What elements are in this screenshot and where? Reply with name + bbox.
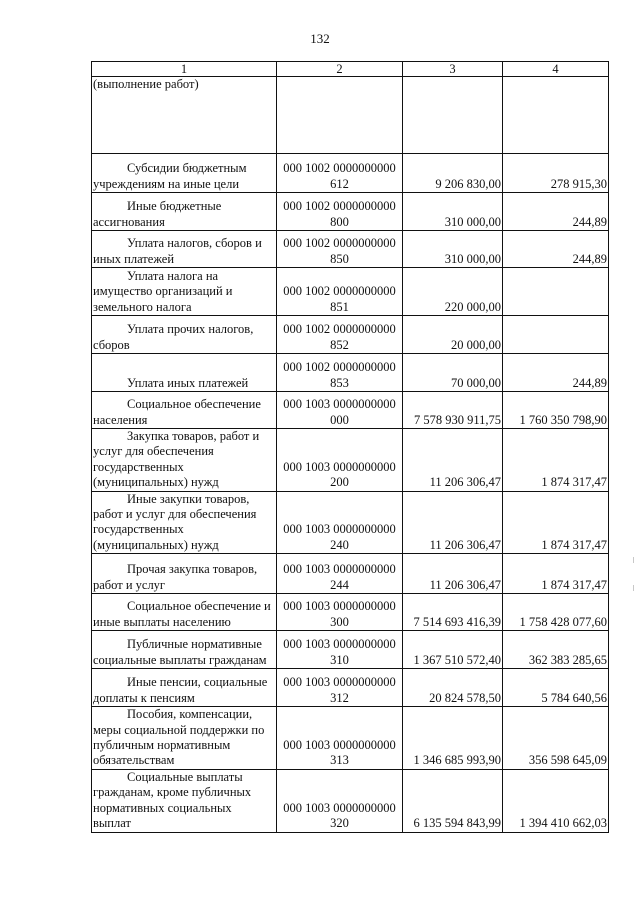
row-code-cell — [277, 669, 403, 707]
row-amount-col3: 20 824 578,50 — [403, 669, 503, 707]
header-row — [92, 62, 609, 77]
row-code-line: 000 1003 0000000000 — [283, 738, 396, 753]
row-amount-col4: 244,89 — [503, 193, 609, 231]
table-row — [92, 154, 609, 193]
row-amount-col3: 310 000,00 — [403, 193, 503, 231]
budget-table — [91, 61, 609, 833]
row-name-line: Публичные нормативные — [127, 637, 262, 652]
table-row — [92, 491, 609, 554]
row-name-cell — [92, 354, 277, 392]
row-amount-col4: 1 760 350 798,90 — [503, 392, 609, 429]
table-row — [92, 669, 609, 707]
row-code-line: 000 1003 0000000000 — [283, 800, 396, 815]
row-name-line: Социальное обеспечение — [127, 397, 261, 412]
row-code-line: 312 — [330, 690, 349, 705]
row-code-cell — [277, 594, 403, 631]
row-code-line: 320 — [330, 816, 349, 831]
table-row — [92, 707, 609, 770]
row-code-line: 000 1002 0000000000 — [283, 161, 396, 176]
row-name-line: Уплата налогов, сборов и — [127, 236, 262, 251]
row-name-line: Иные бюджетные — [127, 199, 222, 214]
table-row — [92, 594, 609, 631]
row-name-line: Иные пенсии, социальные — [127, 675, 268, 690]
page-number: 132 — [310, 31, 330, 46]
row-name-line: Иные закупки товаров, — [127, 491, 250, 506]
row-code-line: 000 1003 0000000000 — [283, 522, 396, 537]
row-amount-col3: 11 206 306,47 — [403, 429, 503, 492]
row-code-cell — [277, 77, 403, 154]
row-code-line: 612 — [330, 176, 349, 191]
row-code-line: 000 — [330, 412, 349, 427]
row-code-line: 853 — [330, 375, 349, 390]
row-amount-col3: 7 514 693 416,39 — [403, 594, 503, 631]
row-code-line: 000 1002 0000000000 — [283, 322, 396, 337]
row-amount-col4: 1 874 317,47 — [503, 429, 609, 492]
column-header-3: 3 — [403, 62, 503, 77]
row-code-cell — [277, 354, 403, 392]
row-name-cell — [92, 631, 277, 669]
row-amount-col4: 1 874 317,47 — [503, 491, 609, 554]
row-name-line: доплаты к пенсиям — [93, 690, 195, 705]
row-amount-col4: 1 758 428 077,60 — [503, 594, 609, 631]
row-name-cell — [92, 491, 277, 554]
row-name-cell — [92, 392, 277, 429]
row-amount-col4: 362 383 285,65 — [503, 631, 609, 669]
row-code-line: 850 — [330, 251, 349, 266]
row-amount-col3: 1 367 510 572,40 — [403, 631, 503, 669]
column-header-2: 2 — [277, 62, 403, 77]
row-name-line: (выполнение работ) — [93, 77, 199, 91]
row-name-line: обязательствам — [93, 753, 175, 768]
row-name-line: Закупка товаров, работ и — [127, 429, 260, 443]
scan-mark — [633, 585, 634, 591]
row-amount-col4 — [503, 268, 609, 316]
row-name-line: Уплата иных платежей — [127, 375, 249, 390]
row-name-line: (муниципальных) нужд — [93, 475, 219, 490]
row-code-cell — [277, 231, 403, 268]
row-name-line: Уплата налога на — [127, 268, 219, 283]
row-name-cell — [92, 429, 277, 492]
row-name-line: сборов — [93, 337, 130, 352]
row-code-line: 000 1003 0000000000 — [283, 599, 396, 614]
row-amount-col4: 244,89 — [503, 231, 609, 268]
row-name-cell — [92, 707, 277, 770]
row-name-line: (муниципальных) нужд — [93, 537, 219, 552]
row-name-line: публичным нормативным — [93, 738, 231, 753]
row-code-line: 000 1003 0000000000 — [283, 459, 396, 474]
row-name-line: Пособия, компенсации, — [127, 707, 253, 722]
row-amount-col4: 1 874 317,47 — [503, 554, 609, 594]
row-amount-col3: 6 135 594 843,99 — [403, 769, 503, 832]
scan-mark — [633, 557, 634, 563]
row-name-line: имущество организаций и — [93, 284, 233, 299]
row-name-line: социальные выплаты гражданам — [93, 652, 267, 667]
row-amount-col4: 5 784 640,56 — [503, 669, 609, 707]
row-amount-col3: 1 346 685 993,90 — [403, 707, 503, 770]
row-name-line: учреждениям на иные цели — [93, 176, 240, 191]
row-name-cell — [92, 231, 277, 268]
row-name-line: выплат — [93, 816, 131, 831]
row-name-line: работ и услуг — [93, 577, 166, 592]
row-amount-col4: 244,89 — [503, 354, 609, 392]
row-code-cell — [277, 429, 403, 492]
row-code-line: 000 1003 0000000000 — [283, 637, 396, 652]
row-amount-col4 — [503, 77, 609, 154]
row-name-line: Социальное обеспечение и — [127, 599, 271, 614]
row-amount-col4 — [503, 316, 609, 354]
row-code-cell — [277, 554, 403, 594]
row-amount-col3: 9 206 830,00 — [403, 154, 503, 193]
row-amount-col4: 278 915,30 — [503, 154, 609, 193]
row-code-cell — [277, 193, 403, 231]
row-amount-col3: 7 578 930 911,75 — [403, 392, 503, 429]
row-name-line: нормативных социальных — [93, 800, 232, 815]
row-name-line: Субсидии бюджетным — [127, 161, 247, 176]
row-code-line: 000 1003 0000000000 — [283, 397, 396, 412]
row-amount-col3: 310 000,00 — [403, 231, 503, 268]
row-code-cell — [277, 268, 403, 316]
row-name-line: Социальные выплаты — [127, 769, 243, 784]
row-name-cell — [92, 268, 277, 316]
row-code-line: 000 1002 0000000000 — [283, 236, 396, 251]
row-name-cell — [92, 77, 277, 154]
row-code-line: 000 1002 0000000000 — [283, 199, 396, 214]
row-amount-col3: 11 206 306,47 — [403, 491, 503, 554]
row-code-line: 000 1003 0000000000 — [283, 675, 396, 690]
row-code-line: 000 1002 0000000000 — [283, 284, 396, 299]
row-name-line: гражданам, кроме публичных — [93, 785, 252, 800]
row-code-line: 800 — [330, 214, 349, 229]
table-row — [92, 554, 609, 594]
row-amount-col4: 356 598 645,09 — [503, 707, 609, 770]
row-code-line: 300 — [330, 614, 349, 629]
table-row — [92, 392, 609, 429]
row-code-line: 240 — [330, 537, 349, 552]
row-code-cell — [277, 631, 403, 669]
table-row — [92, 231, 609, 268]
row-name-line: населения — [93, 412, 148, 427]
row-name-cell — [92, 154, 277, 193]
column-header-4: 4 — [503, 62, 609, 77]
row-name-line: работ и услуг для обеспечения — [93, 507, 257, 522]
row-amount-col4: 1 394 410 662,03 — [503, 769, 609, 832]
row-code-line: 310 — [330, 652, 349, 667]
row-amount-col3: 20 000,00 — [403, 316, 503, 354]
row-name-cell — [92, 316, 277, 354]
row-code-cell — [277, 392, 403, 429]
row-code-line: 851 — [330, 299, 349, 314]
row-name-line: Прочая закупка товаров, — [127, 562, 258, 577]
row-code-cell — [277, 769, 403, 832]
row-code-line: 852 — [330, 337, 349, 352]
row-amount-col3: 220 000,00 — [403, 268, 503, 316]
table-row — [92, 193, 609, 231]
row-code-line: 313 — [330, 753, 349, 768]
row-name-cell — [92, 669, 277, 707]
table-body — [92, 77, 609, 833]
row-code-cell — [277, 707, 403, 770]
table-row — [92, 77, 609, 154]
table-row — [92, 631, 609, 669]
row-amount-col3 — [403, 77, 503, 154]
row-code-line: 000 1002 0000000000 — [283, 360, 396, 375]
row-name-line: иные выплаты населению — [93, 614, 231, 629]
row-code-cell — [277, 154, 403, 193]
table-row — [92, 354, 609, 392]
row-name-cell — [92, 193, 277, 231]
row-amount-col3: 70 000,00 — [403, 354, 503, 392]
row-code-line: 200 — [330, 475, 349, 490]
row-name-line: меры социальной поддержки по — [93, 722, 265, 737]
table-row — [92, 316, 609, 354]
table-row — [92, 429, 609, 492]
table-row — [92, 268, 609, 316]
row-name-cell — [92, 594, 277, 631]
row-name-line: иных платежей — [93, 251, 175, 266]
row-code-line: 244 — [330, 577, 349, 592]
row-code-line: 000 1003 0000000000 — [283, 562, 396, 577]
column-header-1: 1 — [92, 62, 277, 77]
row-name-line: Уплата прочих налогов, — [127, 322, 254, 337]
row-name-line: государственных — [93, 459, 184, 474]
row-amount-col3: 11 206 306,47 — [403, 554, 503, 594]
row-code-cell — [277, 491, 403, 554]
row-name-cell — [92, 554, 277, 594]
row-name-line: ассигнования — [93, 214, 165, 229]
row-name-line: услуг для обеспечения — [93, 444, 214, 459]
row-name-line: государственных — [93, 522, 184, 537]
row-code-cell — [277, 316, 403, 354]
table-row — [92, 769, 609, 832]
row-name-cell — [92, 769, 277, 832]
row-name-line: земельного налога — [93, 299, 192, 314]
